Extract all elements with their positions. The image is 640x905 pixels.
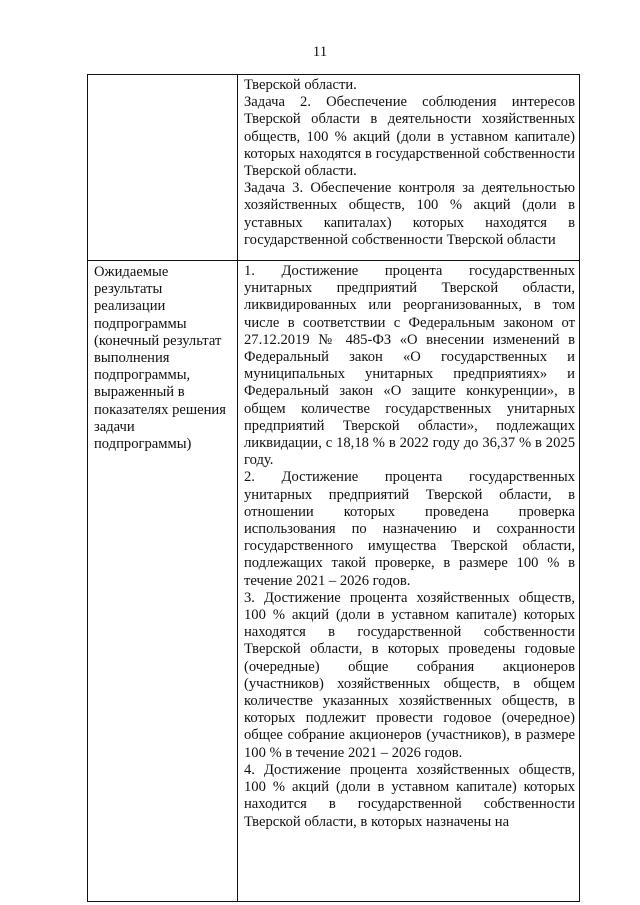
result-paragraph-4: 4. Достижение процента хозяйственных обществ, 100 % акций (доли в уставном капитале) которых находится в государственной собственности Тверской области, в которых назначены на [244, 761, 575, 830]
passport-table [87, 74, 580, 902]
tasks-paragraph-2: Задача 2. Обеспечение соблюдения интересов Тверской области в деятельности хозяйственных обществ, 100 % акций (доли в уставном капитале) которых находятся в государственной собственности Тверской области. [244, 94, 575, 180]
table-row-expected-results [88, 261, 580, 902]
page-number: 11 [312, 44, 328, 60]
result-paragraph-3: 3. Достижение процента хозяйственных обществ, 100 % акций (доли в уставном капитале) которых находятся в государственной собственности Тверской области, в которых проведены годовые (очередные) общие собрания акционеров (участников) хозяйственных обществ, в общем количестве указанных хозяйственных обществ, в которых подлежит провести годовое (очередное) общее собрание акционеров (участников), в размере 100 % в течение 2021 – 2026 годов. [244, 589, 575, 761]
tasks-paragraph-1: Тверской области. [244, 77, 357, 93]
row1-left-cell [88, 75, 238, 261]
result-paragraph-1: 1. Достижение процента государственных унитарных предприятий Тверской области, ликвидированных или реорганизованных, в том числе в соответствии с Федеральным законом от 27.12.2019 № 485-ФЗ «О внесении изменений в Федеральный закон «О государственных и муниципальных унитарных предприятиях» и Федеральный закон «О защите конкуренции», в общем количестве государственных унитарных предприятий Тверской области», подлежащих ликвидации, с 18,18 % в 2022 году до 36,37 % в 2025 году. [244, 263, 575, 469]
tasks-paragraph-3: Задача 3. Обеспечение контроля за деятельностью хозяйственных обществ, 100 % акций (доли в уставных капиталах) которых находятся в государственной собственности Тверской области [244, 180, 575, 248]
row2-left-cell [88, 261, 238, 902]
row1-right-cell [238, 75, 580, 261]
table-row-tasks [88, 75, 580, 261]
expected-results-label: Ожидаемые результаты реализации подпрограммы (конечный результат выполнения подпрограммы, выраженный в показателях решения задачи подпрограммы) [94, 264, 226, 453]
result-paragraph-2: 2. Достижение процента государственных унитарных предприятий Тверской области, в отношении которых проведена проверка использования по назначению и сохранности государственного имущества Тверской области, подлежащих такой проверке, в размере 100 % в течение 2021 – 2026 годов. [244, 469, 575, 589]
row2-right-cell [238, 261, 580, 902]
